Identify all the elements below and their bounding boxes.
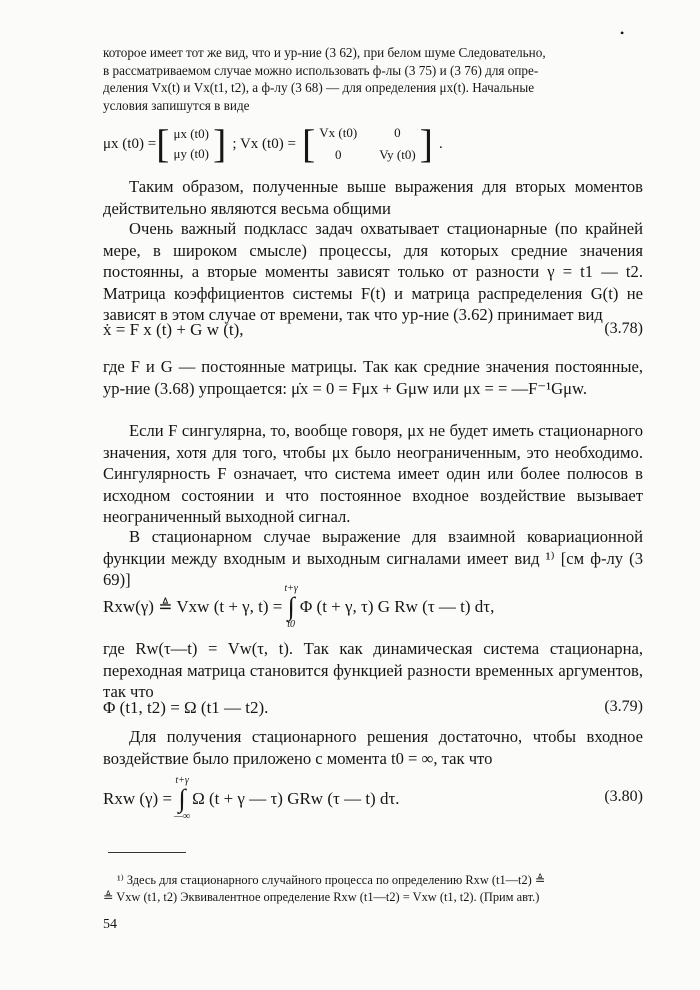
footnote-line-1: ¹⁾ Здесь для стационарного случайного процесса по определению Rxw (t1—t2) ≜ — [117, 873, 546, 887]
page-number: 54 — [103, 917, 117, 932]
equation-3-80 — [103, 770, 643, 828]
left-bracket: [ — [301, 121, 316, 166]
eq-v-lhs: ; Vx (t0) = — [232, 135, 296, 152]
page-corner-mark: • — [620, 26, 625, 40]
v-matrix-21: 0 — [334, 147, 342, 162]
equation-3-79-formula: Φ (t1, t2) = Ω (t1 — t2). — [103, 698, 269, 717]
equation-3-80-lhs: Rxw (γ) = — [103, 789, 173, 808]
v-matrix-11: Vx (t0) — [319, 125, 358, 140]
integral-lower-limit: t0 — [287, 619, 296, 630]
integral-sign: t+γ ∫ —∞ — [174, 775, 191, 822]
v-matrix-12: 0 — [394, 125, 401, 140]
equation-3-79 — [103, 698, 643, 724]
footnote — [103, 872, 643, 906]
paragraph-covariance: В стационарном случае выражение для взаимной ковариационной функции между входным и выходным сигналами имеет вид ¹⁾ [см ф-лу (3 69)] — [103, 527, 643, 589]
integral-upper-limit: t+γ — [284, 583, 298, 594]
paragraph-solution: Для получения стационарного решения достаточно, чтобы входное воздействие было приложено с момента t0 = ∞, так что — [103, 727, 643, 768]
paragraph-dynamic-system: где Rw(τ—t) = Vw(τ, t). Так как динамическая система стационарна, переходная матрица становится функцией разности временных аргументов, так что — [103, 639, 643, 701]
equation-3-78-formula: ẋ = F x (t) + G w (t), — [103, 320, 244, 339]
left-bracket: [ — [156, 121, 170, 166]
mu-vector-row-2: μy (t0) — [173, 146, 209, 161]
footnote-divider — [108, 852, 186, 853]
v-matrix — [301, 121, 433, 166]
intro-line-4: условия запишутся в виде — [103, 97, 250, 113]
paragraph-stationary: Очень важный подкласс задач охватывает стационарные (по крайней мере, в широком смысле) процессы, для которых средние значения постоянны, а вторые моменты зависят только от разности γ = t1 — t2. Матрица коэффициентов системы F(t) и матрица распределения G(t) не зависят в этом случае от времени, так что ур-ние (3.62) принимает вид — [103, 219, 643, 324]
equation-3-80-integrand: Ω (t + γ — τ) GRw (τ — t) dτ. — [192, 789, 400, 808]
initial-conditions-equation — [103, 118, 643, 170]
right-bracket: ] — [213, 121, 227, 166]
paragraph-constant-matrices: где F и G — постоянные матрицы. Так как средние значения постоянные, ур-ние (3.68) упрощается: μ̇x = 0 = Fμx + Gμw или μx = = —F⁻¹Gμw. — [103, 357, 643, 398]
equation-covariance-integrand: Φ (t + γ, τ) G Rw (τ — t) dτ, — [299, 597, 495, 616]
integral-sign: t+γ ∫ t0 — [284, 583, 298, 630]
equation-3-78-number: (3.78) — [604, 320, 643, 337]
eq-end-period: . — [438, 135, 443, 152]
equation-3-79-number: (3.79) — [604, 698, 643, 715]
intro-paragraph — [103, 44, 643, 114]
intro-line-3: деления Vx(t) и Vx(t1, t2), а ф-лу (3 68) — для определения μx(t). Начальные — [103, 80, 535, 95]
eq-mu-lhs: μx (t0) = — [103, 135, 157, 152]
equation-3-80-number: (3.80) — [604, 788, 643, 805]
equation-covariance-lhs: Rxw(γ) ≜ Vxw (t + γ, t) = — [103, 597, 283, 616]
right-bracket: ] — [419, 121, 433, 166]
mu-vector-row-1: μx (t0) — [173, 126, 209, 141]
intro-line-2: в рассматриваемом случае можно использовать ф-лы (3 75) и (3 76) для опре- — [103, 62, 539, 78]
intro-line-1: которое имеет тот же вид, что и ур-ние (3 62), при белом шуме Следовательно, — [103, 45, 546, 60]
footnote-line-2: ≜ Vxw (t1, t2) Эквивалентное определение Rxw (t1—t2) = Vxw (t1, t2). (Прим авт.) — [103, 890, 540, 904]
paragraph-singular: Если F сингулярна, то, вообще говоря, μx не будет иметь стационарного значения, хотя для того, чтобы μx было неограниченным, это необходимо. Сингулярность F означает, что система имеет один или более полюсов в исходном состоянии и что постоянное входное воздействие вызывает неограниченный выходной сигнал. — [103, 421, 643, 526]
equation-covariance — [103, 578, 643, 636]
v-matrix-22: Vy (t0) — [379, 147, 416, 162]
equation-3-78 — [103, 320, 643, 346]
mu-vector — [156, 121, 227, 166]
paragraph-general-moments: Таким образом, полученные выше выражения для вторых моментов действительно являются весьма общими — [103, 177, 643, 218]
integral-lower-limit: —∞ — [174, 811, 191, 822]
integral-upper-limit: t+γ — [175, 775, 189, 786]
